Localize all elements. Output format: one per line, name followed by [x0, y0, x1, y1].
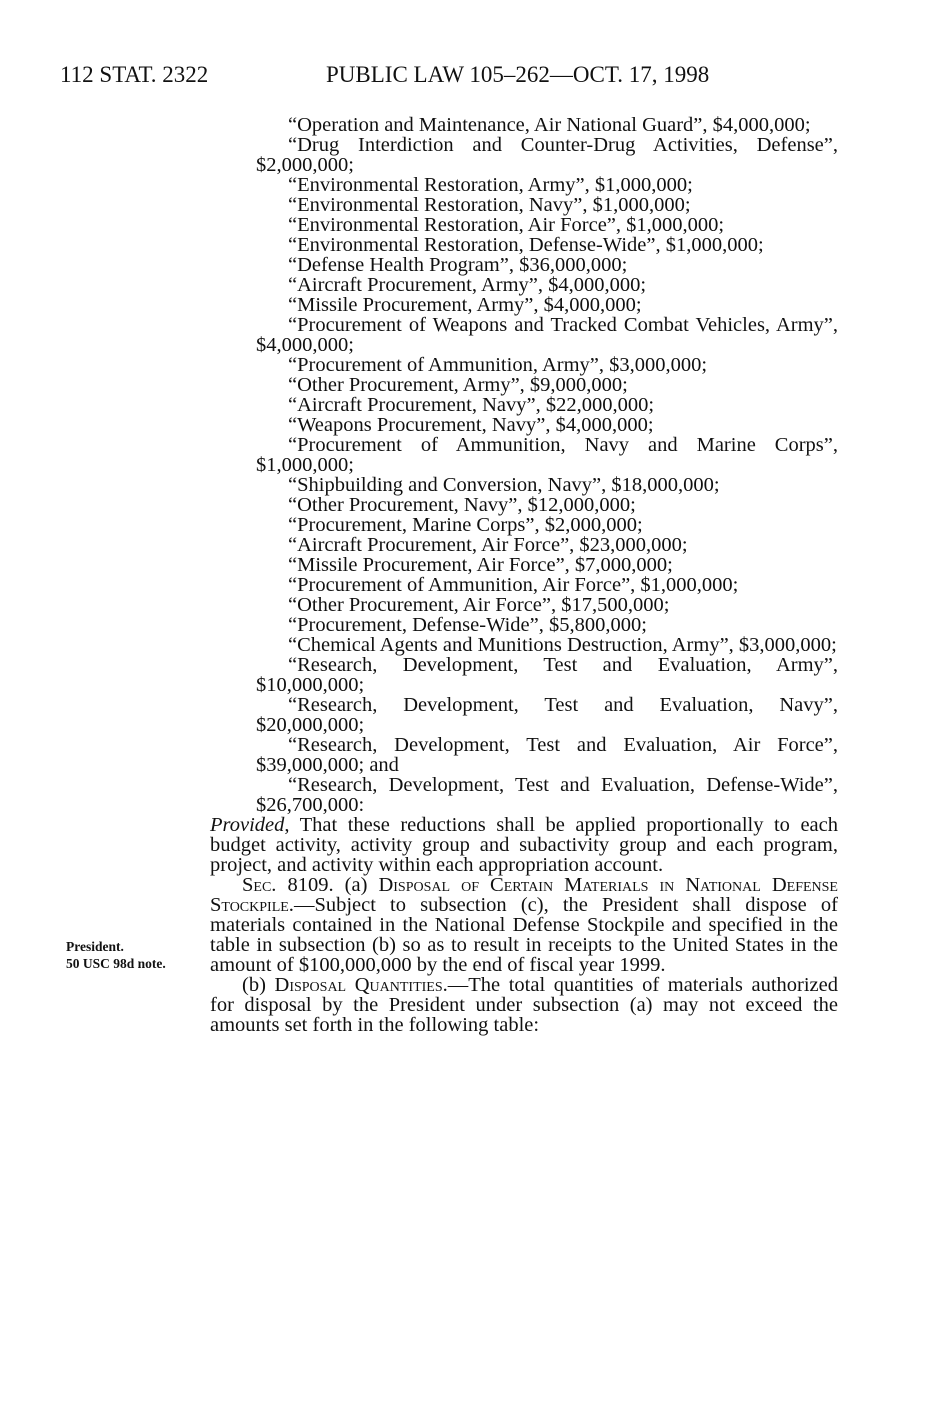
list-item: “Environmental Restoration, Defense-Wide”, $1,000,000;: [288, 234, 764, 256]
margin-notes: [66, 938, 166, 972]
list-item: “Other Procurement, Air Force”, $17,500,000;: [288, 594, 670, 616]
list-item: “Environmental Restoration, Army”, $1,000,000;: [288, 174, 693, 196]
list-item: “Procurement, Defense-Wide”, $5,800,000;: [288, 614, 647, 636]
list-item: “Defense Health Program”, $36,000,000;: [288, 254, 628, 276]
section-8109-b: [210, 975, 838, 1035]
list-item: “Weapons Procurement, Navy”, $4,000,000;: [288, 414, 654, 436]
public-law-title: PUBLIC LAW 105–262—OCT. 17, 1998: [326, 62, 710, 87]
proviso-paragraph: [210, 815, 838, 875]
list-item: “Research, Development, Test and Evaluation, Air Force”, $39,000,000; and: [256, 734, 838, 776]
list-item: “Missile Procurement, Air Force”, $7,000,000;: [288, 554, 673, 576]
subsection-heading: Disposal of Certain Materials in National Defense Stockpile.: [210, 874, 838, 916]
list-item: “Chemical Agents and Munitions Destruction, Army”, $3,000,000;: [288, 634, 837, 656]
list-item: “Research, Development, Test and Evaluation, Navy”, $20,000,000;: [256, 694, 838, 736]
subsection-label: (b): [242, 974, 275, 996]
margin-note-usc: 50 USC 98d note.: [66, 956, 166, 971]
subsection-label: (a): [333, 874, 379, 896]
list-item: “Environmental Restoration, Navy”, $1,000,000;: [288, 194, 691, 216]
list-item: “Other Procurement, Army”, $9,000,000;: [288, 374, 628, 396]
subsection-heading: Disposal Quantities.: [274, 974, 448, 996]
list-item: “Drug Interdiction and Counter-Drug Activities, Defense”, $2,000,000;: [256, 134, 838, 176]
proviso-italic: Provided: [210, 814, 285, 836]
margin-note-president: President.: [66, 939, 124, 954]
list-item: “Procurement of Weapons and Tracked Combat Vehicles, Army”, $4,000,000;: [256, 314, 838, 356]
list-item: “Aircraft Procurement, Army”, $4,000,000;: [288, 274, 647, 296]
list-item: “Procurement of Ammunition, Air Force”, $1,000,000;: [288, 574, 739, 596]
list-item: “Research, Development, Test and Evaluation, Defense-Wide”, $26,700,000:: [256, 774, 838, 816]
list-item: “Procurement of Ammunition, Navy and Marine Corps”, $1,000,000;: [256, 434, 838, 476]
section-8109-a: [210, 875, 838, 975]
list-item: “Operation and Maintenance, Air National Guard”, $4,000,000;: [288, 114, 811, 136]
list-item: “Environmental Restoration, Air Force”, $1,000,000;: [288, 214, 725, 236]
subsection-text: —Subject to subsection (c), the President shall dispose of materials contained in the National Defense Stockpile and specified in the table in subsection (b) so as to result in receipts to the United States in the amount of $100,000,000 by the end of fiscal year 1999.: [210, 894, 838, 976]
list-item: “Aircraft Procurement, Air Force”, $23,000,000;: [288, 534, 688, 556]
list-item: “Aircraft Procurement, Navy”, $22,000,000;: [288, 394, 655, 416]
statute-page-number: 112 STAT. 2322: [60, 62, 209, 87]
list-item: “Other Procurement, Navy”, $12,000,000;: [288, 494, 636, 516]
list-item: “Shipbuilding and Conversion, Navy”, $18,000,000;: [288, 474, 720, 496]
list-item: “Missile Procurement, Army”, $4,000,000;: [288, 294, 642, 316]
list-item: “Procurement, Marine Corps”, $2,000,000;: [288, 514, 643, 536]
subsection-text: —The total quantities of materials authorized for disposal by the President under subsection (a) may not exceed the amounts set forth in the following table:: [210, 974, 839, 1036]
list-item: “Research, Development, Test and Evaluation, Army”, $10,000,000;: [256, 654, 838, 696]
proviso-text: , That these reductions shall be applied proportionally to each budget activity, activity group and subactivity group and each program, project, and activity within each appropriation account.: [210, 814, 838, 876]
document-body: [210, 115, 838, 1035]
section-number: Sec. 8109.: [242, 874, 334, 896]
list-item: “Procurement of Ammunition, Army”, $3,000,000;: [288, 354, 708, 376]
